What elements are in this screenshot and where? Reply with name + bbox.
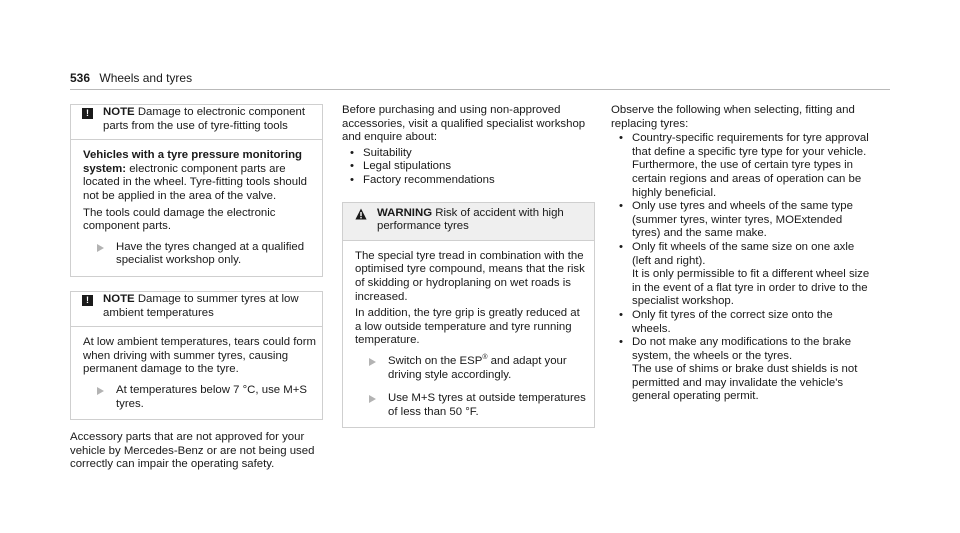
step-arrow-icon (369, 358, 376, 366)
tyre-selection-intro: Observe the following when selecting, fitting and replacing tyres: (611, 104, 855, 130)
note-body (71, 327, 322, 419)
list-item-text: • Only use tyres and wheels of the same type (summer tyres, winter tyres, MOExtended tyres) and the same make. (632, 200, 853, 240)
list-item-text: • Only fit wheels of the same size on one axle (left and right). (632, 240, 855, 267)
step-text-post: and adapt your driving style accordingly. (388, 354, 567, 381)
note-box-tyre-fitting (70, 104, 323, 277)
tyre-rules-list (611, 132, 871, 404)
step-arrow-icon (369, 395, 376, 403)
note-body (71, 140, 322, 276)
note-header (71, 105, 322, 140)
subheading-text: electronic component parts are located in the wheel. Tyre-fitting tools should not be applied in the area of the valve. (83, 162, 307, 202)
page-header (70, 72, 192, 86)
list-item (611, 241, 871, 309)
instruction-step (355, 355, 588, 382)
note-header (71, 292, 322, 327)
note-subheading (83, 149, 316, 203)
note-label: NOTE (103, 106, 135, 118)
warning-icon (355, 208, 367, 220)
list-item: • Suitability (342, 147, 595, 161)
list-item-extra: Furthermore, the use of certain tyre types in certain regions and areas of operation can be highly beneficial. (632, 159, 862, 199)
warning-body (343, 241, 594, 428)
warning-paragraph: In addition, the tyre grip is greatly reduced at a low outside temperature and tyre running temperature. (355, 307, 580, 347)
list-item (611, 200, 871, 241)
warning-heading-text: Risk of accident with high performance tyres (377, 206, 564, 233)
note-heading-text: Damage to electronic component parts from the use of tyre-fitting tools (103, 106, 305, 132)
note-paragraph: The tools could damage the electronic component parts. (83, 206, 276, 233)
list-item (611, 132, 871, 200)
section-title: Wheels and tyres (99, 71, 193, 85)
note-heading-text: Damage to summer tyres at low ambient temperatures (103, 292, 299, 319)
column-middle (342, 104, 595, 428)
step-text: Use M+S tyres at outside temperatures of less than 50 °F. (388, 392, 586, 418)
step-text-pre: Switch on the ESP (388, 354, 483, 367)
warning-box (342, 202, 595, 429)
note-paragraph: At low ambient temperatures, tears could form when driving with summer tyres, causing permanent damage to the tyre. (83, 336, 316, 376)
column-left (70, 104, 323, 472)
warning-header (343, 203, 594, 241)
list-item: • Legal stipulations (342, 160, 595, 174)
note-icon: ! (82, 108, 93, 119)
column-right (611, 104, 871, 404)
header-divider (70, 89, 890, 90)
note-heading (103, 106, 316, 133)
list-item-extra: The use of shims or brake dust shields is not permitted and may invalidate the vehicle's general operating permit. (632, 363, 858, 403)
step-text (388, 355, 588, 382)
list-item-extra: It is only permissible to fit a different wheel size in the event of a flat tyre in order to drive to the specialist workshop. (632, 268, 870, 308)
enquiry-list (342, 147, 595, 188)
list-item: • Factory recommendations (342, 174, 595, 188)
accessories-intro: Before purchasing and using non-approved accessories, visit a qualified specialist workshop and enquire about: (342, 104, 586, 144)
warning-paragraph: The special tyre tread in combination with the optimised tyre compound, means that the risk of skidding or hydroplaning on wet roads is increased. (355, 249, 585, 303)
list-item-text: • Do not make any modifications to the brake system, the wheels or the tyres. (632, 336, 852, 362)
subheading-bold: Vehicles with a tyre pressure monitoring system: (83, 149, 303, 175)
list-item-text: • Only fit tyres of the correct size onto the wheels. (632, 308, 833, 335)
note-box-summer-tyres (70, 291, 323, 420)
note-label: NOTE (103, 292, 135, 305)
step-text: Have the tyres changed at a qualified specialist workshop only. (116, 240, 305, 267)
accessory-paragraph: Accessory parts that are not approved for your vehicle by Mercedes-Benz or are not being used correctly can impair the operating safety. (70, 431, 315, 471)
list-item (611, 309, 871, 336)
instruction-step (83, 384, 316, 411)
note-heading (103, 293, 316, 320)
page-number: 536 (70, 71, 91, 85)
registered-mark: ® (482, 354, 488, 362)
step-arrow-icon (97, 387, 104, 395)
instruction-step (355, 392, 588, 419)
list-item-text: • Country-specific requirements for tyre approval that define a specific tyre type for your vehicle. (632, 132, 869, 158)
instruction-step (83, 241, 316, 268)
step-arrow-icon (97, 244, 104, 252)
warning-label: WARNING (377, 206, 433, 219)
step-text: At temperatures below 7 °C, use M+S tyres. (116, 383, 308, 410)
list-item (611, 336, 871, 404)
note-icon: ! (82, 295, 93, 306)
warning-heading (377, 207, 588, 234)
